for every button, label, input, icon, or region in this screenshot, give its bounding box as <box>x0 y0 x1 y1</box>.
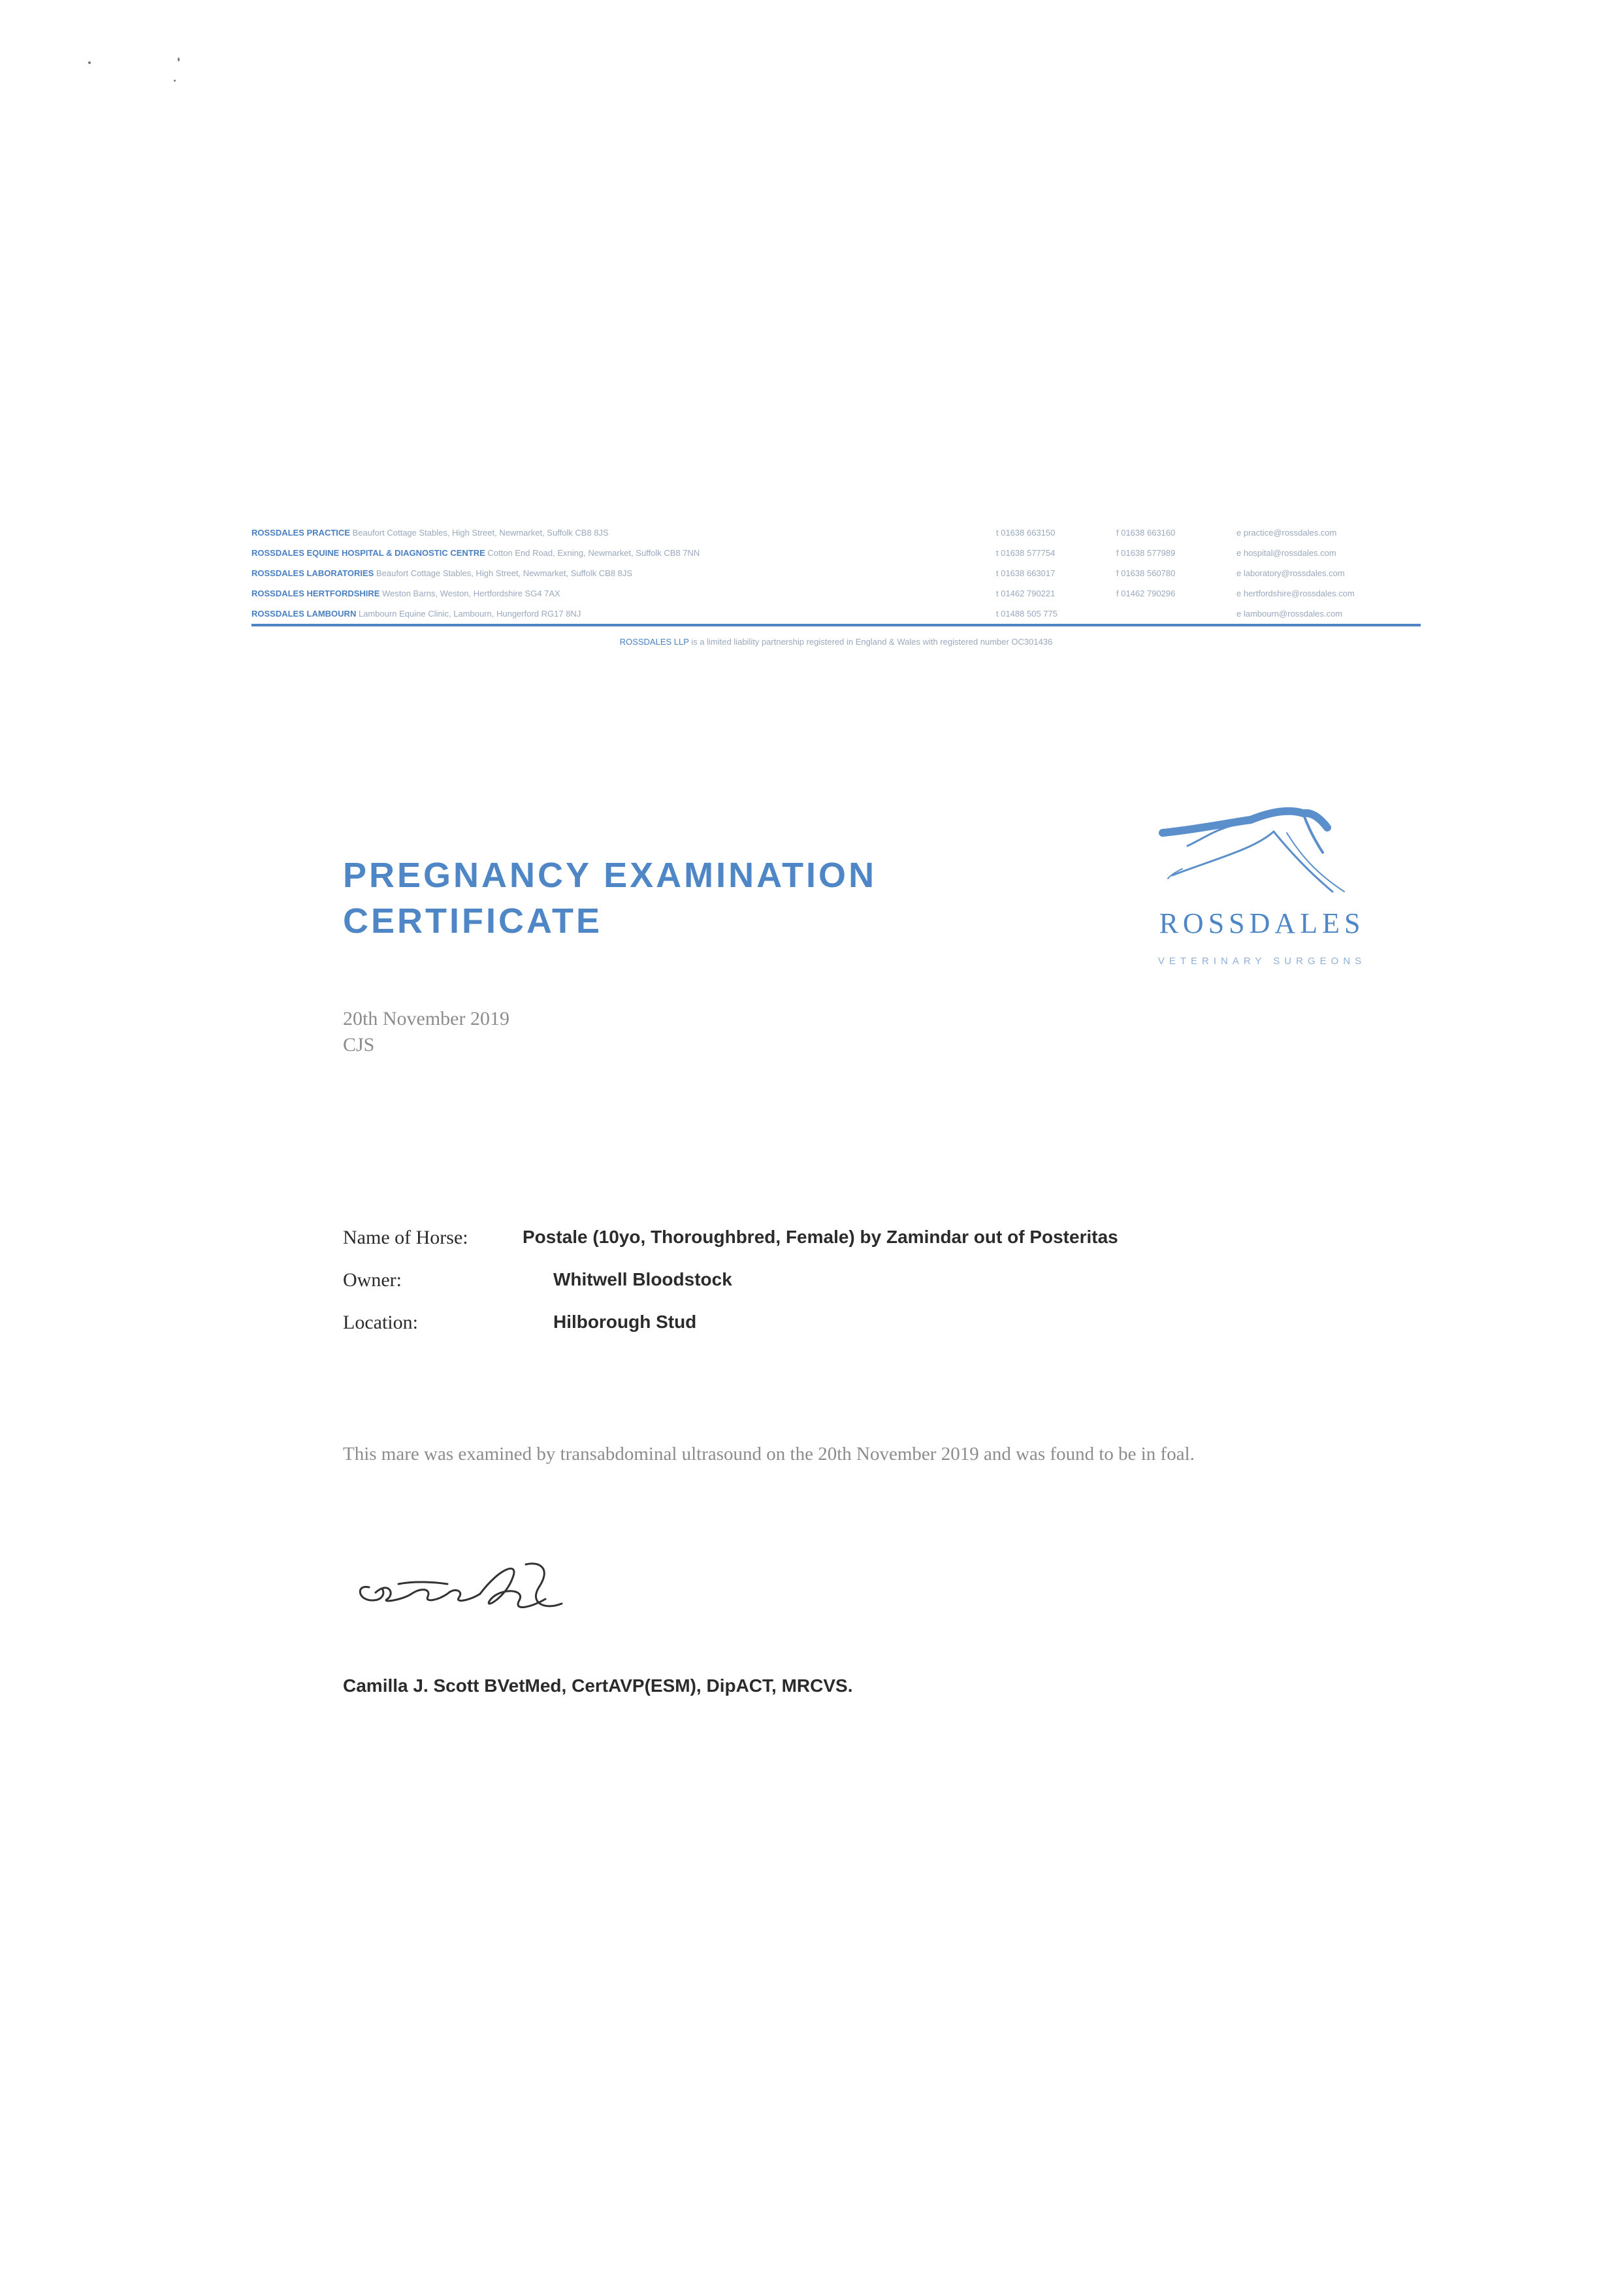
contact-line: t 01638 577754 f 01638 577989 e hospital@rossdales.com <box>996 548 1336 558</box>
field-value: Postale (10yo, Thoroughbred, Female) by Zamindar out of Posteritas <box>523 1227 1118 1247</box>
contact-line: t 01638 663017 f 01638 560780 e laboratory@rossdales.com <box>996 568 1345 578</box>
field-value: Whitwell Bloodstock <box>553 1269 732 1289</box>
certificate-date: 20th November 2019 <box>343 1008 509 1029</box>
title-line: CERTIFICATE <box>343 901 602 941</box>
contact-line: t 01488 505 775 e lambourn@rossdales.com <box>996 609 1343 619</box>
certificate-meta <box>343 1006 509 1058</box>
scan-speck <box>178 57 180 61</box>
llp-notice: ROSSDALES LLP is a limited liability partnership registered in England & Wales with registered number OC301436 <box>619 637 1053 647</box>
letterhead-addresses <box>251 523 937 624</box>
field-label: Name of Horse: <box>343 1227 468 1248</box>
signatory-name: Camilla J. Scott BVetMed, CertAVP(ESM), DipACT, MRCVS. <box>343 1675 853 1696</box>
address-line: ROSSDALES LAMBOURN Lambourn Equine Clinic, Lambourn, Hungerford RG17 8NJ <box>251 609 581 619</box>
scan-speck <box>174 80 176 82</box>
contact-line: t 01462 790221 f 01462 790296 e hertfordshire@rossdales.com <box>996 589 1355 598</box>
galloping-horse-icon <box>1137 794 1385 977</box>
author-initials: CJS <box>343 1034 375 1056</box>
address-line: ROSSDALES HERTFORDSHIRE Weston Barns, Weston, Hertfordshire SG4 7AX <box>251 589 560 598</box>
contact-line: t 01638 663150 f 01638 663160 e practice@rossdales.com <box>996 528 1337 538</box>
address-line: ROSSDALES EQUINE HOSPITAL & DIAGNOSTIC CENTRE Cotton End Road, Exning, Newmarket, Suffolk CB8 7NN <box>251 548 700 558</box>
title-line: PREGNANCY EXAMINATION <box>343 856 877 895</box>
examination-statement: This mare was examined by transabdominal ultrasound on the 20th November 2019 and was found to be in foal. <box>343 1444 1195 1464</box>
handwritten-signature <box>349 1548 585 1626</box>
address-line: ROSSDALES PRACTICE Beaufort Cottage Stables, High Street, Newmarket, Suffolk CB8 8JS <box>251 528 609 538</box>
logo-subtitle: VETERINARY SURGEONS <box>1157 956 1366 967</box>
certificate-title <box>343 852 996 944</box>
field-label: Owner: <box>343 1269 402 1291</box>
address-line: ROSSDALES LABORATORIES Beaufort Cottage Stables, High Street, Newmarket, Suffolk CB8 8JS <box>251 568 633 578</box>
letterhead-rule <box>251 624 1421 626</box>
field-value: Hilborough Stud <box>553 1312 697 1332</box>
field-label: Location: <box>343 1312 418 1333</box>
scan-speck <box>88 61 91 64</box>
logo-wordmark: ROSSDALES <box>1159 907 1365 939</box>
letterhead-contacts <box>996 523 1414 624</box>
